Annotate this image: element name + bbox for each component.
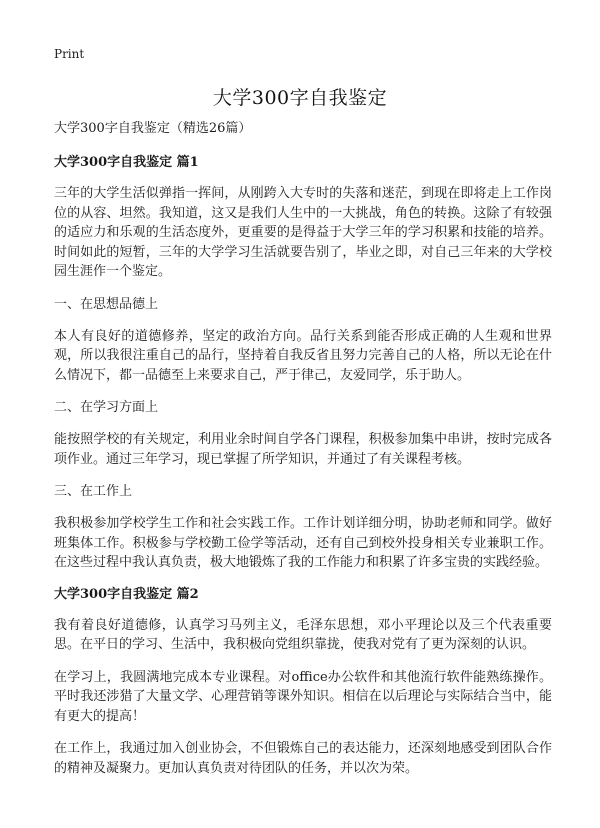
paragraph: 三年的大学生活似弹指一挥间，从刚跨入大专时的失落和迷茫，到现在即将走上工作岗位的从容、坦然。我知道，这又是我们人生中的一大挑战，角色的转换。这除了有较强的适应力和乐观的生活态度外，更重要的是得益于大学三年的学习积累和技能的培养。时间如此的短暂，三年的大学学习生活就要告别了，毕业之即，对自己三年来的大学校园生涯作一个鉴定。 [54,186,552,279]
subheading: 二、在学习方面上 [54,400,159,415]
paragraph: 能按照学校的有关规定，利用业余时间自学各门课程，积极参加集中串讲，按时完成各项作业。通过三年学习，现已掌握了所学知识，并通过了有关课程考核。 [54,432,552,467]
paragraph: 在工作上，我通过加入创业协会，不但锻炼自己的表达能力，还深刻地感受到团队合作的精神及凝聚力。更加认真负责对待团队的任务，并以次为荣。 [54,741,552,776]
section-heading: 大学300字自我鉴定 篇1 [54,155,199,170]
document-body [54,120,552,791]
subheading: 三、在工作上 [54,484,133,499]
paragraph: 我有着良好道德修，认真学习马列主义，毛泽东思想，邓小平理论以及三个代表重要思。在平日的学习、生活中，我积极向党组织靠拢，使我对党有了更为深刻的认识。 [54,617,552,652]
section-heading: 大学300字自我鉴定 篇2 [54,586,199,602]
paragraph: 在学习上，我圆满地完成本专业课程。对office办公软件和其他流行软件能熟练操作。平时我还涉猎了大量文学、心理营销等课外知识。相信在以后理论与实际结合当中，能有更大的提高！ [54,669,552,724]
section-1 [54,154,552,573]
document-subtitle: 大学300字自我鉴定（精选26篇） [54,121,252,136]
section-2 [54,586,552,779]
print-link[interactable]: Print [54,47,85,61]
paragraph: 本人有良好的道德修养，坚定的政治方向。品行关系到能否形成正确的人生观和世界观，所以我很注重自己的品行，坚持着自我反省且努力完善自己的人格，所以无论在什么情况下，都一品德至上来要求自己，严于律己，友爱同学，乐于助人。 [54,328,552,383]
subheading: 一、在思想品德上 [54,296,159,312]
paragraph: 我积极参加学校学生工作和社会实践工作。工作计划详细分明，协助老师和同学。做好班集体工作。积极参与学校勤工俭学等活动，还有自己到校外投身相关专业兼职工作。在这些过程中我认真负责，极大地锻炼了我的工作能力和积累了许多宝贵的实践经验。 [54,516,552,570]
document-title: 大学300字自我鉴定 [212,87,388,109]
